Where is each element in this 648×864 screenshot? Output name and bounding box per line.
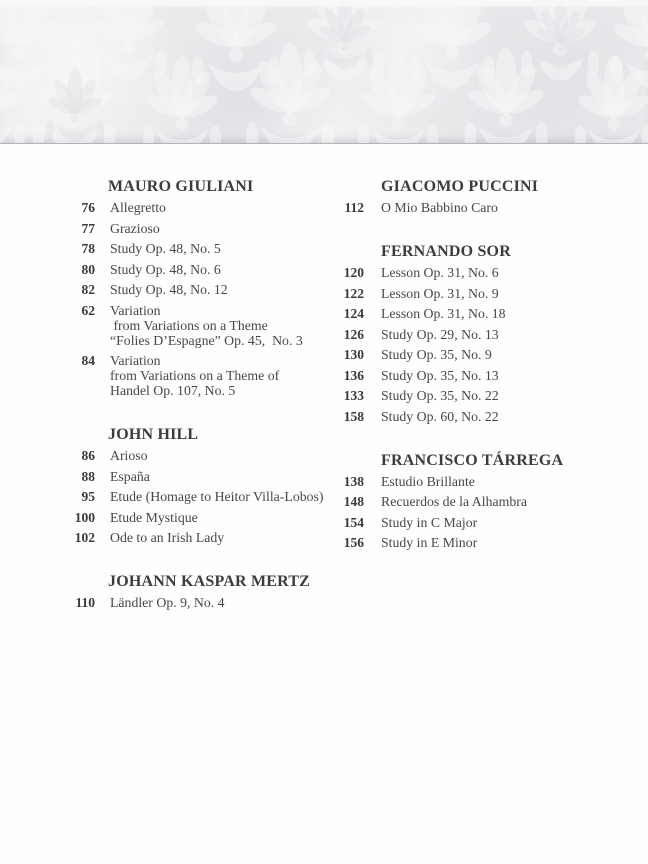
entry-title — [381, 388, 499, 403]
toc-entry — [326, 286, 626, 301]
composer-section — [57, 425, 362, 545]
entry-title-line: Study Op. 48, No. 12 — [110, 282, 228, 297]
page-number: 122 — [343, 285, 364, 301]
entry-title — [381, 347, 492, 362]
entry-title — [381, 368, 499, 383]
composer-section — [57, 177, 362, 398]
composer-heading: FERNANDO SOR — [381, 243, 511, 260]
toc-entry — [326, 535, 626, 550]
toc-entry — [57, 282, 362, 297]
toc-column-right — [326, 177, 626, 556]
toc-entry — [57, 262, 362, 277]
composer-heading: GIACOMO PUCCINI — [381, 178, 539, 195]
page-number: 77 — [81, 220, 95, 236]
entry-title-line: Grazioso — [110, 220, 160, 236]
entry-title-line: Etude (Homage to Heitor Villa-Lobos) — [110, 489, 324, 504]
page-number: 136 — [343, 367, 364, 383]
toc-entry — [57, 448, 362, 463]
entry-title-line: Study Op. 35, No. 22 — [381, 388, 499, 403]
entry-title — [110, 353, 279, 398]
toc-entry — [326, 494, 626, 509]
page-number: 82 — [81, 282, 95, 297]
toc-entry — [57, 241, 362, 256]
toc-entry — [326, 265, 626, 280]
entry-continuation-line: from Variations on a Theme — [110, 317, 268, 333]
entry-title-line: Study Op. 35, No. 9 — [381, 347, 492, 362]
entry-title-line: Study Op. 48, No. 6 — [110, 261, 221, 277]
entry-title — [381, 474, 475, 489]
page-number: 158 — [343, 408, 364, 424]
toc-entry — [326, 347, 626, 362]
entry-title-line: Lesson Op. 31, No. 9 — [381, 285, 499, 301]
page-number: 156 — [343, 535, 364, 550]
page-number: 133 — [343, 388, 364, 403]
page-number: 76 — [81, 200, 95, 215]
toc-entry — [326, 474, 626, 489]
entry-title-line: Etude Mystique — [110, 509, 198, 525]
entry-title — [381, 286, 499, 301]
entry-title — [381, 306, 506, 321]
page-number: 88 — [81, 468, 95, 484]
toc-entry — [326, 368, 626, 383]
entry-title-line: Variation — [110, 353, 161, 368]
toc-entry — [326, 409, 626, 424]
page-number: 100 — [74, 509, 95, 525]
toc-column-left — [57, 177, 362, 616]
decorative-header-band — [0, 0, 648, 144]
entry-title-line: Study Op. 60, No. 22 — [381, 408, 499, 424]
composer-section — [326, 451, 626, 551]
page-number: 124 — [343, 306, 364, 321]
page-number: 78 — [81, 241, 95, 256]
entry-title-line: O Mio Babbino Caro — [381, 200, 498, 215]
composer-section — [326, 242, 626, 424]
entry-title — [110, 200, 166, 215]
page-number: 112 — [344, 200, 364, 215]
entry-title-line: Allegretto — [110, 200, 166, 215]
page-number: 84 — [81, 353, 95, 368]
entry-title — [381, 200, 498, 215]
composer-heading: JOHANN KASPAR MERTZ — [108, 573, 311, 590]
entry-title-line: Recuerdos de la Alhambra — [381, 494, 527, 509]
page-number: 86 — [81, 448, 95, 463]
entry-title-line: Arioso — [110, 448, 148, 463]
page-number: 130 — [343, 347, 364, 362]
page-number: 102 — [74, 530, 95, 545]
page-number: 138 — [343, 473, 364, 489]
entry-title — [381, 515, 477, 530]
entry-title — [110, 262, 221, 277]
entry-title — [110, 595, 225, 610]
toc-entry — [57, 200, 362, 215]
toc-entry — [326, 388, 626, 403]
entry-continuation-line: Handel Op. 107, No. 5 — [110, 383, 236, 398]
entry-title-line: España — [110, 468, 150, 484]
toc-entry — [326, 327, 626, 342]
toc-entry — [57, 221, 362, 236]
composer-heading: FRANCISCO TÁRREGA — [381, 451, 564, 469]
entry-title-line: Ländler Op. 9, No. 4 — [110, 595, 225, 610]
entry-title-line: Study in C Major — [381, 514, 478, 530]
toc-entry — [57, 469, 362, 484]
entry-title — [110, 221, 160, 236]
entry-title — [110, 282, 228, 297]
entry-continuation-line: “Folies D’Espagne” Op. 45, No. 3 — [110, 332, 303, 348]
page-number: 148 — [343, 494, 364, 509]
toc-entry — [57, 489, 362, 504]
entry-title — [381, 265, 499, 280]
entry-title-line: Variation — [110, 302, 161, 318]
toc-entry — [57, 510, 362, 525]
entry-continuation-line: from Variations on a Theme of — [110, 368, 280, 383]
page-number: 80 — [81, 261, 95, 277]
entry-title-line: Study Op. 29, No. 13 — [381, 326, 499, 342]
entry-title-line: Ode to an Irish Lady — [110, 530, 225, 545]
entry-title — [110, 530, 224, 545]
entry-title — [381, 535, 477, 550]
entry-title-line: Estudio Brillante — [381, 473, 475, 489]
entry-title — [110, 469, 150, 484]
composer-section — [326, 177, 626, 215]
toc-entry — [326, 515, 626, 530]
page-number: 154 — [343, 514, 364, 530]
damask-pattern-graphic — [0, 0, 648, 143]
toc-entry — [57, 595, 362, 610]
composer-heading: JOHN HILL — [108, 426, 199, 443]
toc-entry — [57, 530, 362, 545]
entry-title — [381, 327, 499, 342]
entry-title — [381, 494, 527, 509]
page-number: 62 — [81, 302, 95, 318]
toc-entry — [57, 353, 362, 398]
page-number: 120 — [343, 265, 364, 280]
entry-title — [110, 489, 323, 504]
entry-title-line: Study Op. 48, No. 5 — [110, 241, 221, 256]
page-number: 95 — [81, 489, 95, 504]
composer-heading: MAURO GIULIANI — [108, 178, 254, 195]
toc-entry — [57, 303, 362, 348]
entry-title — [110, 510, 198, 525]
toc-entry — [326, 306, 626, 321]
entry-title — [110, 241, 221, 256]
toc-entry — [326, 200, 626, 215]
entry-title-line: Study in E Minor — [381, 535, 478, 550]
entry-title-line: Lesson Op. 31, No. 6 — [381, 265, 499, 280]
entry-title-line: Lesson Op. 31, No. 18 — [381, 306, 506, 321]
page-number: 110 — [75, 595, 95, 610]
entry-title — [381, 409, 499, 424]
page-number: 126 — [343, 326, 364, 342]
entry-title-line: Study Op. 35, No. 13 — [381, 367, 499, 383]
entry-title — [110, 448, 148, 463]
entry-title — [110, 303, 303, 348]
composer-section — [57, 572, 362, 610]
